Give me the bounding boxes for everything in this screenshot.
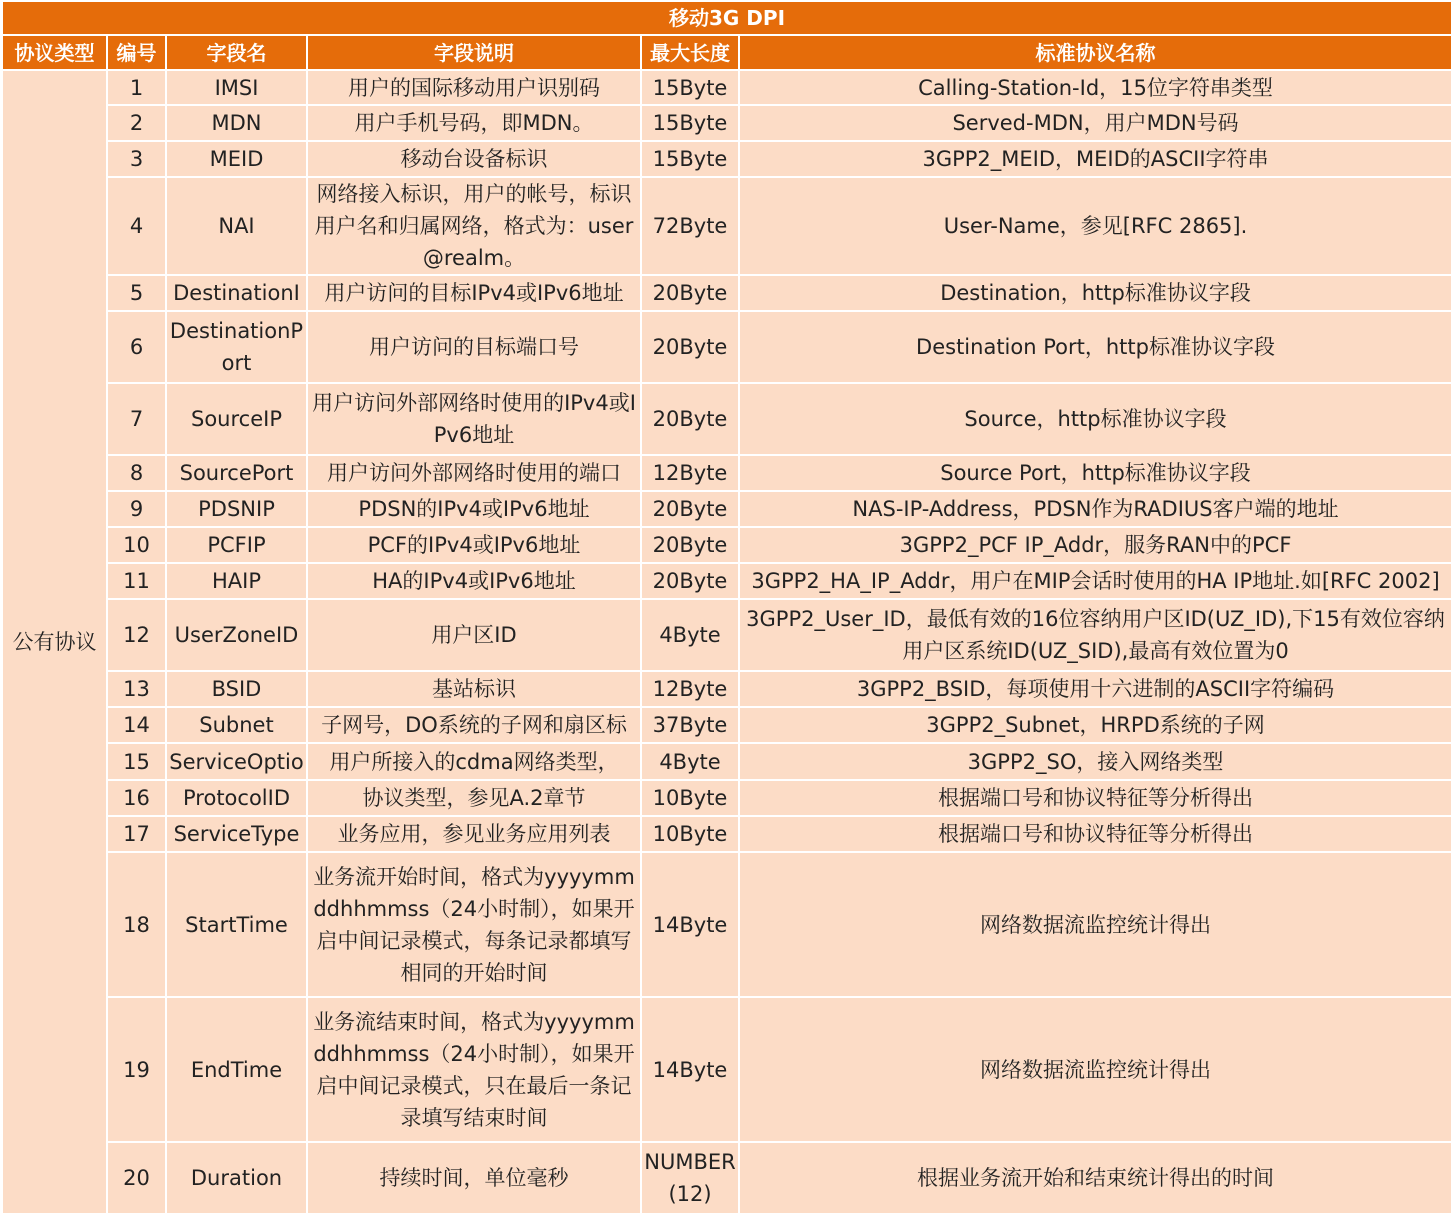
table-row <box>2 997 1452 1142</box>
field-description-cell: 用户区ID <box>307 599 641 671</box>
standard-name-cell: Calling-Station-Id，15位字符串类型 <box>739 70 1452 105</box>
field-description-cell: 用户访问的目标端口号 <box>307 311 641 383</box>
max-length-cell: 4Byte <box>641 743 739 780</box>
max-length-cell: 12Byte <box>641 455 739 491</box>
dpi-field-table <box>1 0 1453 1215</box>
table-row <box>2 1142 1452 1214</box>
standard-name-cell: 3GPP2_Subnet，HRPD系统的子网 <box>739 707 1452 743</box>
field-description-cell: 用户所接入的cdma网络类型， <box>307 743 641 780</box>
field-description-cell: 用户访问外部网络时使用的IPv4或IPv6地址 <box>307 383 641 455</box>
field-name-cell: ServiceType <box>166 816 307 852</box>
table-row <box>2 707 1452 743</box>
field-description-cell: 业务流开始时间，格式为yyyymmddhhmmss（24小时制），如果开启中间记录模式，每条记录都填写相同的开始时间 <box>307 852 641 997</box>
protocol-type-cell: 公有协议 <box>2 70 107 1214</box>
field-description-cell: PDSN的IPv4或IPv6地址 <box>307 491 641 527</box>
standard-name-cell: 网络数据流监控统计得出 <box>739 852 1452 997</box>
field-description-cell: 业务流结束时间，格式为yyyymmddhhmmss（24小时制），如果开启中间记录模式，只在最后一条记录填写结束时间 <box>307 997 641 1142</box>
number-cell: 19 <box>107 997 166 1142</box>
standard-name-cell: 3GPP2_MEID，MEID的ASCII字符串 <box>739 141 1452 177</box>
max-length-cell: 20Byte <box>641 527 739 563</box>
max-length-cell: 20Byte <box>641 275 739 311</box>
standard-name-cell: 3GPP2_PCF IP_Addr，服务RAN中的PCF <box>739 527 1452 563</box>
field-name-cell: PCFIP <box>166 527 307 563</box>
field-description-cell: 业务应用，参见业务应用列表 <box>307 816 641 852</box>
table-row <box>2 105 1452 141</box>
standard-name-cell: Destination，http标准协议字段 <box>739 275 1452 311</box>
table-row <box>2 383 1452 455</box>
field-name-cell: Duration <box>166 1142 307 1214</box>
field-description-cell: HA的IPv4或IPv6地址 <box>307 563 641 599</box>
number-cell: 11 <box>107 563 166 599</box>
table-row <box>2 527 1452 563</box>
field-name-cell: MDN <box>166 105 307 141</box>
field-name-cell: BSID <box>166 671 307 707</box>
max-length-cell: 15Byte <box>641 105 739 141</box>
field-name-cell: MEID <box>166 141 307 177</box>
field-description-cell: 移动台设备标识 <box>307 141 641 177</box>
field-name-cell: EndTime <box>166 997 307 1142</box>
number-cell: 17 <box>107 816 166 852</box>
table-body <box>2 70 1452 1214</box>
number-cell: 10 <box>107 527 166 563</box>
number-cell: 1 <box>107 70 166 105</box>
number-cell: 3 <box>107 141 166 177</box>
field-name-cell: PDSNIP <box>166 491 307 527</box>
field-description-cell: 网络接入标识，用户的帐号，标识用户名和归属网络，格式为：user@realm。 <box>307 177 641 275</box>
table-row <box>2 275 1452 311</box>
header-standard-protocol-name: 标准协议名称 <box>739 35 1452 70</box>
number-cell: 15 <box>107 743 166 780</box>
field-description-cell: 协议类型，参见A.2章节 <box>307 780 641 816</box>
max-length-cell: 37Byte <box>641 707 739 743</box>
field-name-cell: UserZoneID <box>166 599 307 671</box>
number-cell: 12 <box>107 599 166 671</box>
field-description-cell: 持续时间，单位毫秒 <box>307 1142 641 1214</box>
max-length-cell: 20Byte <box>641 311 739 383</box>
standard-name-cell: 网络数据流监控统计得出 <box>739 997 1452 1142</box>
header-field-description: 字段说明 <box>307 35 641 70</box>
table-row <box>2 852 1452 997</box>
header-max-length: 最大长度 <box>641 35 739 70</box>
table-title: 移动3G DPI <box>2 1 1452 35</box>
max-length-cell: NUMBER(12) <box>641 1142 739 1214</box>
number-cell: 13 <box>107 671 166 707</box>
number-cell: 6 <box>107 311 166 383</box>
field-description-cell: PCF的IPv4或IPv6地址 <box>307 527 641 563</box>
field-name-cell: DestinationPort <box>166 311 307 383</box>
table-row <box>2 816 1452 852</box>
field-name-cell: Subnet <box>166 707 307 743</box>
max-length-cell: 20Byte <box>641 383 739 455</box>
max-length-cell: 10Byte <box>641 816 739 852</box>
max-length-cell: 14Byte <box>641 997 739 1142</box>
table-row <box>2 599 1452 671</box>
field-description-cell: 用户访问外部网络时使用的端口 <box>307 455 641 491</box>
max-length-cell: 20Byte <box>641 491 739 527</box>
max-length-cell: 20Byte <box>641 563 739 599</box>
table-row <box>2 177 1452 275</box>
max-length-cell: 15Byte <box>641 70 739 105</box>
standard-name-cell: 根据端口号和协议特征等分析得出 <box>739 780 1452 816</box>
standard-name-cell: 根据业务流开始和结束统计得出的时间 <box>739 1142 1452 1214</box>
standard-name-cell: Source Port，http标准协议字段 <box>739 455 1452 491</box>
field-name-cell: ProtocolID <box>166 780 307 816</box>
number-cell: 9 <box>107 491 166 527</box>
field-description-cell: 用户手机号码，即MDN。 <box>307 105 641 141</box>
title-row <box>2 1 1452 35</box>
max-length-cell: 4Byte <box>641 599 739 671</box>
table-row <box>2 141 1452 177</box>
standard-name-cell: User-Name，参见[RFC 2865]. <box>739 177 1452 275</box>
standard-name-cell: Served-MDN，用户MDN号码 <box>739 105 1452 141</box>
field-name-cell: SourceIP <box>166 383 307 455</box>
field-name-cell: SourcePort <box>166 455 307 491</box>
standard-name-cell: Destination Port，http标准协议字段 <box>739 311 1452 383</box>
field-name-cell: HAIP <box>166 563 307 599</box>
number-cell: 5 <box>107 275 166 311</box>
number-cell: 4 <box>107 177 166 275</box>
table-row <box>2 563 1452 599</box>
field-description-cell: 用户访问的目标IPv4或IPv6地址 <box>307 275 641 311</box>
header-row <box>2 35 1452 70</box>
standard-name-cell: 3GPP2_User_ID，最低有效的16位容纳用户区ID(UZ_ID),下15有效位容纳用户区系统ID(UZ_SID),最高有效位置为0 <box>739 599 1452 671</box>
field-name-cell: ServiceOptio <box>166 743 307 780</box>
number-cell: 18 <box>107 852 166 997</box>
max-length-cell: 10Byte <box>641 780 739 816</box>
number-cell: 2 <box>107 105 166 141</box>
field-description-cell: 基站标识 <box>307 671 641 707</box>
number-cell: 20 <box>107 1142 166 1214</box>
max-length-cell: 12Byte <box>641 671 739 707</box>
max-length-cell: 15Byte <box>641 141 739 177</box>
table-row <box>2 780 1452 816</box>
number-cell: 16 <box>107 780 166 816</box>
standard-name-cell: 根据端口号和协议特征等分析得出 <box>739 816 1452 852</box>
field-name-cell: DestinationI <box>166 275 307 311</box>
standard-name-cell: NAS-IP-Address，PDSN作为RADIUS客户端的地址 <box>739 491 1452 527</box>
field-name-cell: StartTime <box>166 852 307 997</box>
header-number: 编号 <box>107 35 166 70</box>
number-cell: 14 <box>107 707 166 743</box>
standard-name-cell: 3GPP2_BSID，每项使用十六进制的ASCII字符编码 <box>739 671 1452 707</box>
table-row <box>2 70 1452 105</box>
field-name-cell: NAI <box>166 177 307 275</box>
standard-name-cell: 3GPP2_SO，接入网络类型 <box>739 743 1452 780</box>
field-description-cell: 子网号，DO系统的子网和扇区标 <box>307 707 641 743</box>
table-row <box>2 455 1452 491</box>
standard-name-cell: Source，http标准协议字段 <box>739 383 1452 455</box>
table-row <box>2 491 1452 527</box>
field-description-cell: 用户的国际移动用户识别码 <box>307 70 641 105</box>
number-cell: 7 <box>107 383 166 455</box>
number-cell: 8 <box>107 455 166 491</box>
standard-name-cell: 3GPP2_HA_IP_Addr，用户在MIP会话时使用的HA IP地址.如[RFC 2002] <box>739 563 1452 599</box>
table-row <box>2 671 1452 707</box>
table-row <box>2 311 1452 383</box>
header-field-name: 字段名 <box>166 35 307 70</box>
max-length-cell: 72Byte <box>641 177 739 275</box>
table-row <box>2 743 1452 780</box>
header-protocol-type: 协议类型 <box>2 35 107 70</box>
field-name-cell: IMSI <box>166 70 307 105</box>
max-length-cell: 14Byte <box>641 852 739 997</box>
